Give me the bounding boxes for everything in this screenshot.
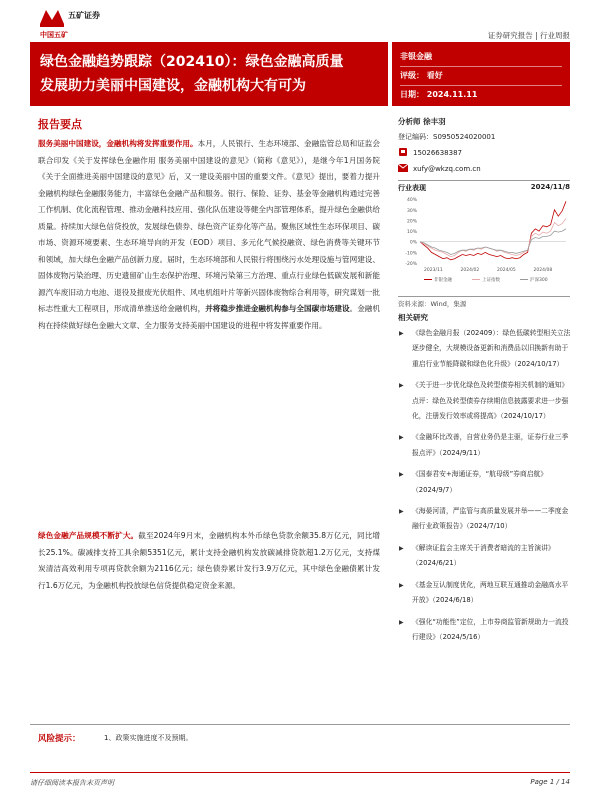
chart-plot bbox=[398, 193, 570, 289]
related-item[interactable]: ▶ 《绿色金融月报（202409）：绿色低碳转型相关立法逐步健全，大规模设备更新和消费品以旧换新有助于重启行业节能降碳和绿色化升级》（2024/10/17） bbox=[398, 326, 574, 372]
chart-date: 2024/11/8 bbox=[530, 183, 570, 191]
email-icon bbox=[398, 164, 408, 172]
chart-title: 行业表现 bbox=[398, 184, 426, 192]
analyst-phone: 15026638387 bbox=[413, 149, 462, 157]
rating-panel bbox=[392, 42, 570, 106]
paragraph-1 bbox=[38, 136, 380, 334]
analyst-phone-row bbox=[398, 148, 462, 157]
paragraph-2-text: 截至2024年9月末，金融机构本外币绿色贷款余额35.8万亿元，同比增长25.1%。碳减排支持工具余额5351亿元，累计支持金融机构发放碳减排贷款超1.2万亿元，支持煤炭清洁高效利用专项再贷款余额为2116亿元；绿色债券累计发行3.9万亿元，其中绿色金融债累计发行1.6万亿元，为金融机构投放绿色信贷提供稳定资金来源。 bbox=[38, 531, 380, 590]
paragraph-1-tail: 。金融机构在持续做好绿色金融大文章、全力服务支持美丽中国建设的进程中将发挥重要作用。 bbox=[38, 304, 381, 330]
x-tick-label: 2024/02 bbox=[460, 268, 480, 273]
date-label: 日期： 2024.11.11 bbox=[400, 85, 562, 104]
company-logo bbox=[38, 6, 138, 40]
x-tick-label: 2024/05 bbox=[497, 268, 516, 273]
related-item[interactable]: ▶ 《海晏河清，严监管与高质量发展并举——二季度金融行业政策报告》（2024/7/10） bbox=[398, 504, 574, 535]
related-item[interactable]: ▶ 《强化“功能性”定位，上市券商监管新规助力一流投行建设》（2024/5/16） bbox=[398, 615, 574, 646]
paragraph-2 bbox=[38, 528, 380, 594]
y-tick-label: 0% bbox=[409, 240, 417, 246]
brand-sub: 中国五矿 bbox=[40, 31, 68, 39]
brand-name: 五矿证券 bbox=[68, 11, 100, 20]
y-tick-label: 10% bbox=[406, 230, 417, 236]
footer-divider bbox=[30, 772, 570, 773]
analyst-name: 分析师 徐丰羽 bbox=[398, 117, 446, 126]
related-item[interactable]: ▶ 《金融环比改善，自营业务仍是主驱，证券行业三季报点评》（2024/9/11） bbox=[398, 430, 574, 461]
footer-disclaimer: 请仔细阅读本报告末页声明 bbox=[30, 779, 114, 787]
related-title: 相关研究 bbox=[398, 313, 428, 322]
related-item[interactable]: ▶ 《关于进一步优化绿色及转型债券相关机制的通知》点评：绿色及转型债券存续期信息披露要求进一步强化，注册发行效率或将提高》（2024/10/17） bbox=[398, 378, 574, 424]
related-item[interactable]: ▶ 《解读证监会主席关于消费者暗流的主旨演讲》（2024/6/21） bbox=[398, 541, 574, 572]
report-category: 证券研究报告 | 行业周报 bbox=[487, 31, 570, 40]
x-tick-label: 2024/08 bbox=[533, 268, 553, 273]
y-tick-label: -10% bbox=[405, 251, 417, 257]
legend-label: 非银金融 bbox=[434, 278, 452, 283]
sector-label: 非银金融 bbox=[400, 52, 432, 61]
related-list bbox=[398, 326, 574, 651]
paragraph-2-lead: 绿色金融产品规模不断扩大。 bbox=[38, 531, 139, 540]
risk-label: 风险提示： bbox=[38, 734, 81, 744]
related-item[interactable]: ▶ 《基金互认制度优化，两地互联互通推动金融高水平开放》（2024/6/18） bbox=[398, 578, 574, 609]
page-number: Page 1 / 14 bbox=[530, 778, 570, 786]
paragraph-1-lead: 服务美丽中国建设，金融机构将发挥重要作用。 bbox=[38, 139, 198, 148]
y-tick-label: 20% bbox=[406, 219, 417, 225]
rating-label: 评级： 看好 bbox=[400, 66, 562, 85]
risk-text: 1、政策实施进度不及预期。 bbox=[104, 734, 193, 742]
title-banner bbox=[30, 42, 388, 106]
analyst-email[interactable]: xufy@wkzq.com.cn bbox=[413, 165, 481, 173]
phone-icon bbox=[398, 148, 408, 156]
chart-source: 资料来源：Wind，集源 bbox=[398, 296, 570, 308]
risk-divider bbox=[30, 724, 570, 725]
related-item[interactable]: ▶ 《国泰君安+海通证券，“航母级”券商启航》（2024/9/7） bbox=[398, 467, 574, 498]
logo-mark-icon bbox=[38, 6, 66, 28]
analyst-reg: 登记编码：S0950524020001 bbox=[398, 133, 496, 141]
x-tick-label: 2023/11 bbox=[424, 268, 443, 273]
paragraph-1-text: 本月，人民银行、生态环境部、金融监管总局和证监会联合印发《关于发挥绿色金融作用 服务美丽中国建设的意见》（简称《意见》），是继今年1月国务院《关于全面推进美丽中国建设的意见》后，又一建设美丽中国的重要文件。《意见》提出，要着力提升金融机构绿色金融服务能力，丰富绿色金融产品和服务。银行、保险、证券、基金等金融机构通过完善工作机制、优化流程管理、推动金融科技应用、强化队伍建设等健全内部管理体系，提升绿色金融供给质量。持续加大绿色信贷投放，发展绿色债券、绿色资产证券化等产品。聚焦区域性生态环保项目、碳市场、资源环境要素、生态环境导向的开发（EOD）项目、多元化气候投融资、绿色消费等关键环节和领域，加大绿色金融产品创新力度。届时，生态环境部和人民银行将围绕污水处理设施与管网建设、固体废物污染治理、历史遗留矿山生态保护治理、环境污染第三方治理、重点行业绿色低碳发展和新能源汽车废旧动力电池、退役及报废光伏组件、风电机组叶片等新兴固体废物综合利用等，研究谋划一批标志性重大工程项目，形成清单推送给金融机构， bbox=[38, 139, 381, 313]
y-tick-label: -20% bbox=[405, 262, 417, 267]
title-line-1: 绿色金融趋势跟踪（202410）：绿色金融高质量 bbox=[40, 54, 344, 70]
title-line-2: 发展助力美丽中国建设，金融机构大有可为 bbox=[40, 78, 306, 94]
paragraph-1-bold: 并将稳步推进金融机构参与全国碳市场建设 bbox=[205, 304, 350, 313]
legend-label: 沪深300 bbox=[530, 278, 548, 283]
section-title: 报告要点 bbox=[38, 118, 82, 131]
analyst-email-row bbox=[398, 164, 481, 173]
performance-chart bbox=[398, 180, 570, 290]
y-tick-label: 40% bbox=[406, 198, 417, 204]
y-tick-label: 30% bbox=[406, 208, 417, 214]
legend-label: 上证指数 bbox=[482, 278, 500, 283]
